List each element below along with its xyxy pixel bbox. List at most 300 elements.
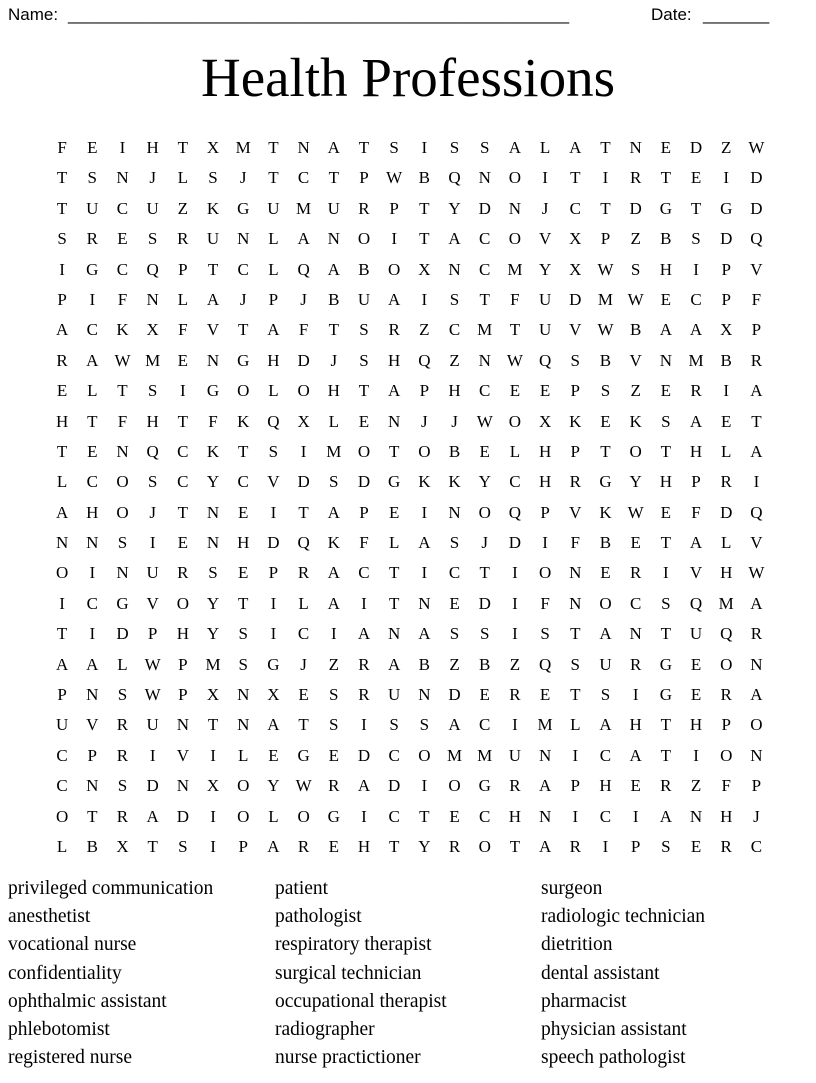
grid-letter[interactable]: T — [177, 138, 189, 157]
grid-letter[interactable]: T — [419, 806, 430, 826]
grid-letter[interactable]: C — [86, 472, 98, 492]
grid-letter[interactable]: I — [119, 138, 126, 157]
grid-letter[interactable]: Q — [297, 259, 310, 279]
grid-letter[interactable]: M — [477, 320, 493, 340]
grid-letter[interactable]: I — [542, 533, 548, 553]
grid-letter[interactable]: D — [750, 198, 763, 218]
grid-letter[interactable]: T — [56, 168, 68, 188]
grid-letter[interactable]: S — [208, 563, 218, 583]
grid-letter[interactable]: O — [357, 441, 371, 461]
grid-letter[interactable]: H — [146, 411, 159, 431]
grid-letter[interactable]: I — [361, 715, 367, 735]
grid-letter[interactable]: U — [146, 715, 159, 735]
grid-letter[interactable]: B — [448, 441, 461, 461]
grid-letter[interactable]: P — [721, 289, 731, 309]
grid-letter[interactable]: J — [541, 198, 549, 218]
grid-letter[interactable]: C — [599, 806, 612, 826]
grid-letter[interactable]: P — [268, 563, 279, 583]
grid-letter[interactable]: A — [538, 836, 552, 856]
grid-letter[interactable]: P — [751, 320, 762, 340]
grid-letter[interactable]: O — [720, 654, 733, 674]
grid-letter[interactable]: S — [570, 350, 581, 370]
grid-letter[interactable]: G — [659, 654, 672, 674]
grid-letter[interactable]: P — [238, 836, 248, 856]
grid-letter[interactable]: P — [630, 836, 641, 856]
grid-letter[interactable]: T — [268, 138, 279, 157]
grid-letter[interactable]: O — [237, 776, 250, 796]
grid-letter[interactable]: S — [117, 533, 128, 553]
grid-letter[interactable]: X — [267, 685, 280, 705]
grid-letter[interactable]: S — [691, 229, 701, 249]
grid-letter[interactable]: X — [297, 411, 310, 431]
grid-letter[interactable]: I — [602, 168, 609, 188]
grid-letter[interactable]: T — [328, 320, 339, 340]
grid-letter[interactable]: Z — [630, 381, 641, 401]
grid-letter[interactable]: R — [297, 836, 310, 856]
grid-letter[interactable]: E — [721, 411, 732, 431]
grid-letter[interactable]: T — [660, 441, 672, 461]
grid-letter[interactable]: I — [421, 502, 428, 522]
grid-letter[interactable]: X — [538, 411, 552, 431]
grid-letter[interactable]: I — [59, 259, 65, 279]
grid-letter[interactable]: S — [238, 624, 248, 644]
grid-letter[interactable]: A — [327, 502, 340, 522]
grid-letter[interactable]: Z — [690, 776, 702, 796]
grid-letter[interactable]: I — [149, 533, 156, 553]
grid-letter[interactable]: O — [508, 229, 522, 249]
grid-letter[interactable]: I — [512, 715, 518, 735]
grid-letter[interactable]: H — [689, 715, 703, 735]
grid-letter[interactable]: M — [235, 138, 251, 157]
grid-letter[interactable]: E — [479, 685, 490, 705]
grid-letter[interactable]: O — [116, 472, 129, 492]
grid-letter[interactable]: H — [629, 715, 642, 735]
grid-letter[interactable]: N — [146, 289, 159, 309]
grid-letter[interactable]: Z — [449, 350, 460, 370]
grid-letter[interactable]: E — [238, 502, 249, 522]
grid-letter[interactable]: N — [86, 776, 99, 796]
grid-letter[interactable]: A — [689, 320, 703, 340]
grid-letter[interactable]: E — [298, 685, 309, 705]
grid-letter[interactable]: E — [660, 289, 672, 309]
grid-letter[interactable]: K — [206, 441, 220, 461]
grid-letter[interactable]: Q — [448, 168, 461, 188]
grid-letter[interactable]: A — [55, 654, 69, 674]
grid-letter[interactable]: V — [538, 229, 552, 249]
grid-letter[interactable]: A — [357, 776, 371, 796]
grid-letter[interactable]: L — [56, 472, 68, 492]
grid-letter[interactable]: A — [146, 806, 159, 826]
grid-letter[interactable]: H — [327, 381, 340, 401]
grid-letter[interactable]: N — [478, 350, 491, 370]
grid-letter[interactable]: D — [478, 198, 491, 218]
grid-letter[interactable]: O — [448, 776, 461, 796]
grid-letter[interactable]: N — [569, 593, 582, 613]
grid-letter[interactable]: D — [508, 533, 522, 553]
grid-letter[interactable]: A — [538, 776, 552, 796]
grid-letter[interactable]: L — [539, 138, 551, 157]
grid-letter[interactable]: N — [237, 685, 250, 705]
grid-letter[interactable]: D — [267, 533, 280, 553]
grid-letter[interactable]: T — [207, 259, 219, 279]
grid-letter[interactable]: R — [629, 654, 642, 674]
grid-letter[interactable]: J — [421, 411, 428, 431]
grid-letter[interactable]: P — [147, 624, 158, 644]
grid-letter[interactable]: A — [327, 138, 340, 157]
grid-letter[interactable]: I — [572, 806, 579, 826]
grid-letter[interactable]: O — [297, 381, 310, 401]
grid-letter[interactable]: E — [177, 533, 189, 553]
grid-letter[interactable]: L — [56, 836, 68, 856]
grid-letter[interactable]: N — [689, 806, 703, 826]
grid-letter[interactable]: D — [750, 168, 763, 188]
grid-letter[interactable]: Q — [146, 259, 159, 279]
grid-letter[interactable]: Y — [267, 776, 280, 796]
grid-letter[interactable]: D — [720, 229, 733, 249]
grid-letter[interactable]: O — [116, 502, 129, 522]
grid-letter[interactable]: S — [389, 715, 399, 735]
grid-letter[interactable]: C — [237, 472, 249, 492]
grid-letter[interactable]: R — [690, 381, 702, 401]
grid-letter[interactable]: C — [388, 806, 400, 826]
grid-letter[interactable]: S — [449, 624, 460, 644]
grid-letter[interactable]: K — [116, 320, 129, 340]
grid-letter[interactable]: S — [238, 654, 248, 674]
grid-letter[interactable]: O — [55, 806, 69, 826]
grid-letter[interactable]: N — [478, 168, 491, 188]
grid-letter[interactable]: C — [479, 229, 491, 249]
grid-letter[interactable]: N — [448, 502, 461, 522]
grid-letter[interactable]: W — [144, 685, 161, 705]
grid-letter[interactable]: A — [599, 624, 612, 644]
grid-letter[interactable]: C — [569, 198, 581, 218]
grid-letter[interactable]: C — [479, 715, 491, 735]
grid-letter[interactable]: E — [87, 441, 98, 461]
grid-letter[interactable]: F — [117, 411, 128, 431]
grid-letter[interactable]: I — [723, 168, 730, 188]
grid-letter[interactable]: I — [270, 502, 277, 522]
grid-letter[interactable]: P — [721, 259, 731, 279]
grid-letter[interactable]: I — [330, 624, 337, 644]
grid-letter[interactable]: R — [116, 715, 129, 735]
grid-letter[interactable]: H — [146, 138, 159, 157]
grid-letter[interactable]: E — [449, 806, 460, 826]
grid-letter[interactable]: T — [56, 441, 68, 461]
grid-letter[interactable]: N — [86, 685, 99, 705]
grid-letter[interactable]: E — [509, 381, 521, 401]
grid-letter[interactable]: N — [206, 502, 220, 522]
grid-letter[interactable]: L — [177, 168, 189, 188]
grid-letter[interactable]: I — [361, 806, 367, 826]
grid-letter[interactable]: I — [632, 806, 639, 826]
grid-letter[interactable]: T — [238, 320, 249, 340]
grid-letter[interactable]: I — [421, 289, 428, 309]
grid-letter[interactable]: I — [663, 563, 669, 583]
grid-letter[interactable]: V — [146, 593, 159, 613]
grid-letter[interactable]: T — [570, 685, 581, 705]
grid-letter[interactable]: H — [538, 472, 552, 492]
grid-letter[interactable]: O — [237, 381, 250, 401]
grid-letter[interactable]: U — [327, 198, 340, 218]
grid-letter[interactable]: C — [297, 624, 310, 644]
grid-letter[interactable]: T — [660, 624, 672, 644]
grid-letter[interactable]: E — [328, 745, 339, 765]
grid-letter[interactable]: L — [388, 533, 400, 553]
grid-letter[interactable]: I — [89, 563, 96, 583]
grid-letter[interactable]: H — [599, 776, 612, 796]
grid-letter[interactable]: D — [146, 776, 159, 796]
grid-letter[interactable]: P — [570, 776, 581, 796]
grid-letter[interactable]: C — [690, 289, 702, 309]
grid-letter[interactable]: H — [237, 533, 250, 553]
grid-letter[interactable]: S — [117, 776, 128, 796]
grid-letter[interactable]: X — [569, 259, 582, 279]
grid-letter[interactable]: G — [478, 776, 491, 796]
grid-letter[interactable]: Y — [418, 836, 431, 856]
grid-letter[interactable]: P — [570, 381, 581, 401]
grid-letter[interactable]: Q — [689, 593, 703, 613]
grid-letter[interactable]: C — [297, 168, 310, 188]
grid-letter[interactable]: V — [689, 563, 703, 583]
grid-letter[interactable]: K — [327, 533, 340, 553]
grid-letter[interactable]: R — [86, 229, 98, 249]
grid-letter[interactable]: C — [237, 259, 249, 279]
grid-letter[interactable]: P — [600, 229, 611, 249]
grid-letter[interactable]: T — [751, 411, 762, 431]
grid-letter[interactable]: Z — [328, 654, 339, 674]
grid-letter[interactable]: M — [537, 715, 553, 735]
grid-letter[interactable]: Q — [720, 624, 733, 644]
grid-letter[interactable]: N — [388, 411, 401, 431]
grid-letter[interactable]: A — [55, 320, 69, 340]
grid-letter[interactable]: R — [177, 229, 189, 249]
grid-letter[interactable]: Q — [508, 502, 522, 522]
grid-letter[interactable]: F — [57, 138, 67, 157]
grid-letter[interactable]: I — [89, 289, 96, 309]
grid-letter[interactable]: Z — [449, 654, 460, 674]
grid-letter[interactable]: S — [479, 624, 490, 644]
grid-letter[interactable]: W — [748, 563, 765, 583]
grid-letter[interactable]: T — [298, 502, 309, 522]
grid-letter[interactable]: N — [750, 654, 763, 674]
grid-letter[interactable]: F — [691, 502, 701, 522]
grid-letter[interactable]: T — [388, 441, 400, 461]
grid-letter[interactable]: E — [660, 381, 672, 401]
grid-letter[interactable]: Q — [297, 533, 310, 553]
grid-letter[interactable]: I — [572, 745, 579, 765]
grid-letter[interactable]: G — [720, 198, 733, 218]
grid-letter[interactable]: F — [208, 411, 218, 431]
grid-letter[interactable]: G — [116, 593, 129, 613]
grid-letter[interactable]: H — [267, 350, 280, 370]
grid-letter[interactable]: N — [750, 745, 763, 765]
grid-letter[interactable]: B — [479, 654, 491, 674]
grid-letter[interactable]: K — [418, 472, 431, 492]
grid-letter[interactable]: T — [177, 411, 189, 431]
grid-letter[interactable]: A — [86, 654, 99, 674]
grid-letter[interactable]: N — [176, 776, 189, 796]
grid-letter[interactable]: T — [600, 138, 611, 157]
grid-letter[interactable]: X — [418, 259, 431, 279]
grid-letter[interactable]: M — [688, 350, 704, 370]
grid-letter[interactable]: I — [361, 593, 367, 613]
grid-letter[interactable]: O — [720, 745, 733, 765]
grid-letter[interactable]: E — [388, 502, 400, 522]
grid-letter[interactable]: Q — [538, 350, 552, 370]
grid-letter[interactable]: Q — [750, 229, 763, 249]
grid-letter[interactable]: D — [176, 806, 189, 826]
grid-letter[interactable]: Y — [538, 259, 552, 279]
grid-letter[interactable]: O — [357, 229, 371, 249]
grid-letter[interactable]: U — [599, 654, 612, 674]
grid-letter[interactable]: A — [750, 593, 763, 613]
grid-letter[interactable]: N — [659, 350, 672, 370]
grid-letter[interactable]: B — [629, 320, 642, 340]
grid-letter[interactable]: R — [358, 685, 370, 705]
grid-letter[interactable]: V — [750, 259, 763, 279]
grid-letter[interactable]: H — [448, 381, 461, 401]
grid-letter[interactable]: N — [206, 533, 220, 553]
grid-letter[interactable]: N — [418, 685, 431, 705]
grid-letter[interactable]: J — [149, 502, 156, 522]
grid-letter[interactable]: N — [206, 350, 220, 370]
grid-letter[interactable]: L — [721, 533, 732, 553]
grid-letter[interactable]: R — [358, 654, 370, 674]
grid-letter[interactable]: E — [539, 685, 551, 705]
grid-letter[interactable]: C — [448, 563, 461, 583]
grid-letter[interactable]: N — [237, 715, 250, 735]
grid-letter[interactable]: X — [569, 229, 582, 249]
grid-letter[interactable]: P — [389, 198, 399, 218]
grid-letter[interactable]: E — [690, 836, 702, 856]
grid-letter[interactable]: S — [449, 289, 460, 309]
grid-letter[interactable]: M — [205, 654, 221, 674]
grid-letter[interactable]: G — [297, 745, 310, 765]
grid-letter[interactable]: O — [297, 806, 310, 826]
grid-letter[interactable]: T — [177, 502, 189, 522]
grid-letter[interactable]: D — [297, 350, 310, 370]
grid-letter[interactable]: Y — [206, 593, 220, 613]
grid-letter[interactable]: M — [446, 745, 463, 765]
grid-letter[interactable]: W — [627, 289, 644, 309]
grid-letter[interactable]: O — [750, 715, 763, 735]
grid-letter[interactable]: U — [538, 289, 552, 309]
grid-letter[interactable]: A — [206, 289, 220, 309]
grid-letter[interactable]: O — [176, 593, 189, 613]
grid-letter[interactable]: C — [56, 776, 68, 796]
grid-letter[interactable]: L — [87, 381, 98, 401]
grid-letter[interactable]: B — [358, 259, 370, 279]
grid-letter[interactable]: G — [659, 198, 672, 218]
grid-letter[interactable]: A — [629, 745, 642, 765]
grid-letter[interactable]: T — [509, 836, 521, 856]
grid-letter[interactable]: U — [267, 198, 280, 218]
grid-letter[interactable]: C — [479, 806, 491, 826]
grid-letter[interactable]: S — [570, 654, 581, 674]
grid-letter[interactable]: T — [358, 138, 370, 157]
grid-letter[interactable]: W — [597, 259, 614, 279]
grid-letter[interactable]: A — [297, 229, 310, 249]
grid-letter[interactable]: Z — [630, 229, 641, 249]
grid-letter[interactable]: T — [87, 806, 98, 826]
grid-letter[interactable]: I — [421, 563, 428, 583]
grid-letter[interactable]: P — [540, 502, 550, 522]
grid-letter[interactable]: N — [86, 533, 99, 553]
grid-letter[interactable]: S — [419, 715, 430, 735]
grid-letter[interactable]: J — [753, 806, 760, 826]
grid-letter[interactable]: C — [479, 381, 491, 401]
grid-letter[interactable]: B — [86, 836, 98, 856]
grid-letter[interactable]: E — [660, 138, 672, 157]
grid-letter[interactable]: M — [507, 259, 523, 279]
grid-letter[interactable]: N — [116, 168, 129, 188]
grid-letter[interactable]: C — [116, 259, 129, 279]
grid-letter[interactable]: V — [86, 715, 99, 735]
grid-letter[interactable]: B — [599, 350, 612, 370]
grid-letter[interactable]: R — [56, 350, 68, 370]
grid-letter[interactable]: C — [479, 259, 491, 279]
grid-letter[interactable]: C — [599, 745, 612, 765]
grid-letter[interactable]: S — [540, 624, 550, 644]
grid-letter[interactable]: L — [117, 654, 128, 674]
grid-letter[interactable]: I — [270, 624, 277, 644]
grid-letter[interactable]: T — [570, 168, 581, 188]
grid-letter[interactable]: V — [629, 350, 642, 370]
grid-letter[interactable]: J — [149, 168, 156, 188]
grid-letter[interactable]: H — [388, 350, 401, 370]
grid-letter[interactable]: A — [55, 502, 69, 522]
grid-letter[interactable]: O — [418, 745, 431, 765]
grid-letter[interactable]: N — [538, 745, 552, 765]
grid-letter[interactable]: I — [421, 138, 428, 157]
grid-letter[interactable]: T — [298, 715, 309, 735]
grid-letter[interactable]: R — [750, 350, 763, 370]
grid-letter[interactable]: C — [448, 320, 461, 340]
grid-letter[interactable]: I — [632, 685, 639, 705]
grid-letter[interactable]: C — [86, 593, 98, 613]
grid-letter[interactable]: C — [56, 745, 68, 765]
grid-letter[interactable]: R — [720, 472, 732, 492]
grid-letter[interactable]: H — [720, 563, 733, 583]
grid-letter[interactable]: S — [359, 320, 369, 340]
grid-letter[interactable]: I — [180, 381, 186, 401]
grid-letter[interactable]: V — [267, 472, 280, 492]
grid-letter[interactable]: P — [57, 289, 67, 309]
grid-letter[interactable]: S — [479, 138, 490, 157]
grid-letter[interactable]: G — [659, 685, 672, 705]
grid-letter[interactable]: Y — [206, 624, 220, 644]
grid-letter[interactable]: E — [268, 745, 279, 765]
grid-letter[interactable]: F — [178, 320, 188, 340]
grid-letter[interactable]: U — [508, 745, 522, 765]
grid-letter[interactable]: T — [419, 229, 430, 249]
grid-letter[interactable]: R — [660, 776, 672, 796]
grid-letter[interactable]: R — [629, 168, 642, 188]
grid-letter[interactable]: O — [55, 563, 69, 583]
grid-letter[interactable]: E — [660, 502, 672, 522]
grid-letter[interactable]: V — [206, 320, 220, 340]
grid-letter[interactable]: S — [147, 229, 158, 249]
grid-letter[interactable]: B — [418, 168, 431, 188]
grid-letter[interactable]: A — [418, 624, 431, 644]
grid-letter[interactable]: U — [357, 289, 371, 309]
grid-letter[interactable]: I — [149, 745, 156, 765]
grid-letter[interactable]: Y — [448, 198, 461, 218]
grid-letter[interactable]: C — [629, 593, 642, 613]
grid-letter[interactable]: T — [660, 745, 672, 765]
grid-letter[interactable]: T — [388, 836, 400, 856]
grid-letter[interactable]: R — [509, 776, 521, 796]
